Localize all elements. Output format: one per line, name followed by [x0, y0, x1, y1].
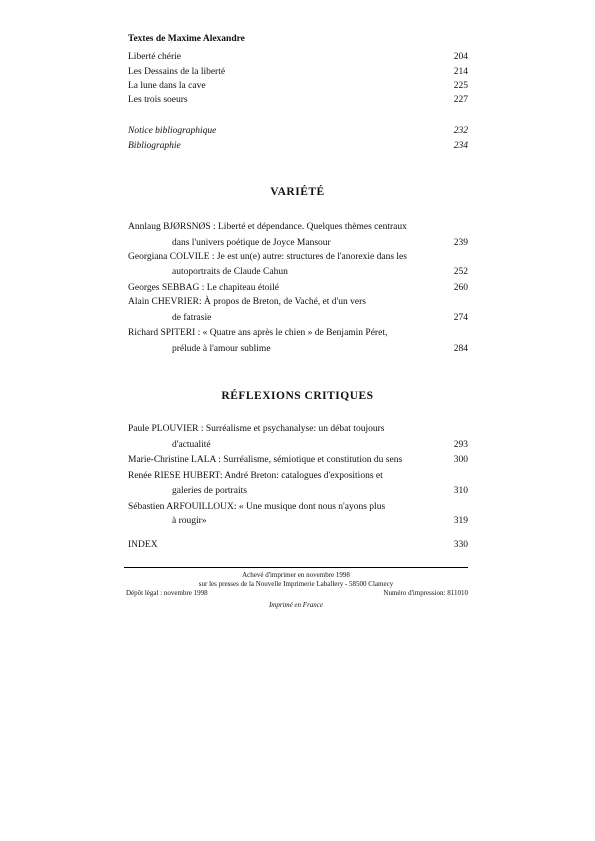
colophon-numero: Numéro d'impression: 811010 — [383, 589, 468, 597]
toc-entry-line: prélude à l'amour sublime — [172, 344, 271, 354]
toc-entry-line: Georgiana COLVILE : Je est un(e) autre: structures de l'anorexie dans les — [128, 252, 407, 262]
toc-entry-line: galeries de portraits — [172, 486, 247, 496]
toc-entry-line: à rougir» — [172, 516, 207, 526]
toc-entry-page: 330 — [453, 540, 468, 550]
toc-entry-page: 274 — [453, 313, 468, 323]
toc-entry-page: 204 — [453, 52, 468, 62]
colophon-achieve: Achevé d'imprimer en novembre 1998 — [242, 571, 350, 579]
toc-entry-page: 319 — [453, 516, 468, 526]
toc-entry-line: Georges SEBBAG : Le chapiteau étoilé — [128, 283, 279, 293]
toc-entry-line: de fatrasie — [172, 313, 212, 323]
toc-entry-title: La lune dans la cave — [128, 81, 206, 91]
toc-entry-line: Marie-Christine LALA : Surréalisme, sémiotique et constitution du sens — [128, 455, 403, 465]
toc-entry-page: 239 — [453, 238, 468, 248]
toc-entry-page: 225 — [453, 81, 468, 91]
toc-entry-index: INDEX — [128, 540, 158, 550]
section-heading-textes: Textes de Maxime Alexandre — [128, 34, 245, 44]
colophon-imprime: Imprimé en France — [268, 601, 324, 609]
toc-entry-page: 214 — [453, 67, 468, 77]
toc-entry-page: 300 — [453, 455, 468, 465]
toc-entry-line: dans l'univers poétique de Joyce Mansour — [172, 238, 331, 248]
toc-entry-line: autoportraits de Claude Cahun — [172, 267, 288, 277]
toc-entry-page: 260 — [453, 283, 468, 293]
toc-entry-title: Les trois soeurs — [128, 95, 188, 105]
toc-entry-page: 284 — [453, 344, 468, 354]
toc-entry-line: Annlaug BJØRSNØS : Liberté et dépendance. Quelques thèmes centraux — [128, 222, 407, 232]
toc-entry-page: 252 — [453, 267, 468, 277]
section-heading-variete: VARIÉTÉ — [270, 186, 325, 198]
toc-entry-bibliographie: Bibliographie — [128, 141, 181, 151]
toc-entry-page: 234 — [453, 141, 468, 151]
toc-entry-notice: Notice bibliographique — [128, 126, 217, 136]
toc-entry-title: Liberté chérie — [128, 52, 182, 62]
toc-entry-page: 310 — [453, 486, 468, 496]
toc-entry-line: Richard SPITERI : « Quatre ans après le chien » de Benjamin Péret, — [128, 328, 388, 338]
toc-entry-page: 293 — [453, 440, 468, 450]
toc-entry-page: 227 — [453, 95, 468, 105]
section-heading-reflexions: RÉFLEXIONS CRITIQUES — [221, 390, 374, 402]
toc-entry-line: Alain CHEVRIER: À propos de Breton, de Vaché, et d'un vers — [128, 297, 366, 307]
toc-entry-title: Les Dessains de la liberté — [128, 67, 226, 77]
divider — [124, 567, 468, 568]
toc-entry-line: d'actualité — [172, 440, 211, 450]
colophon-depot: Dépôt légal : novembre 1998 — [126, 589, 208, 597]
colophon-printer: sur les presses de la Nouvelle Imprimerie Laballery - 58500 Clamecy — [198, 580, 394, 588]
toc-entry-line: Renée RIESE HUBERT: André Breton: catalogues d'expositions et — [128, 471, 383, 481]
toc-entry-line: Sébastien ARFOUILLOUX: « Une musique dont nous n'ayons plus — [128, 502, 386, 512]
toc-entry-line: Paule PLOUVIER : Surréalisme et psychanalyse: un débat toujours — [128, 424, 385, 434]
toc-entry-page: 232 — [453, 126, 468, 136]
